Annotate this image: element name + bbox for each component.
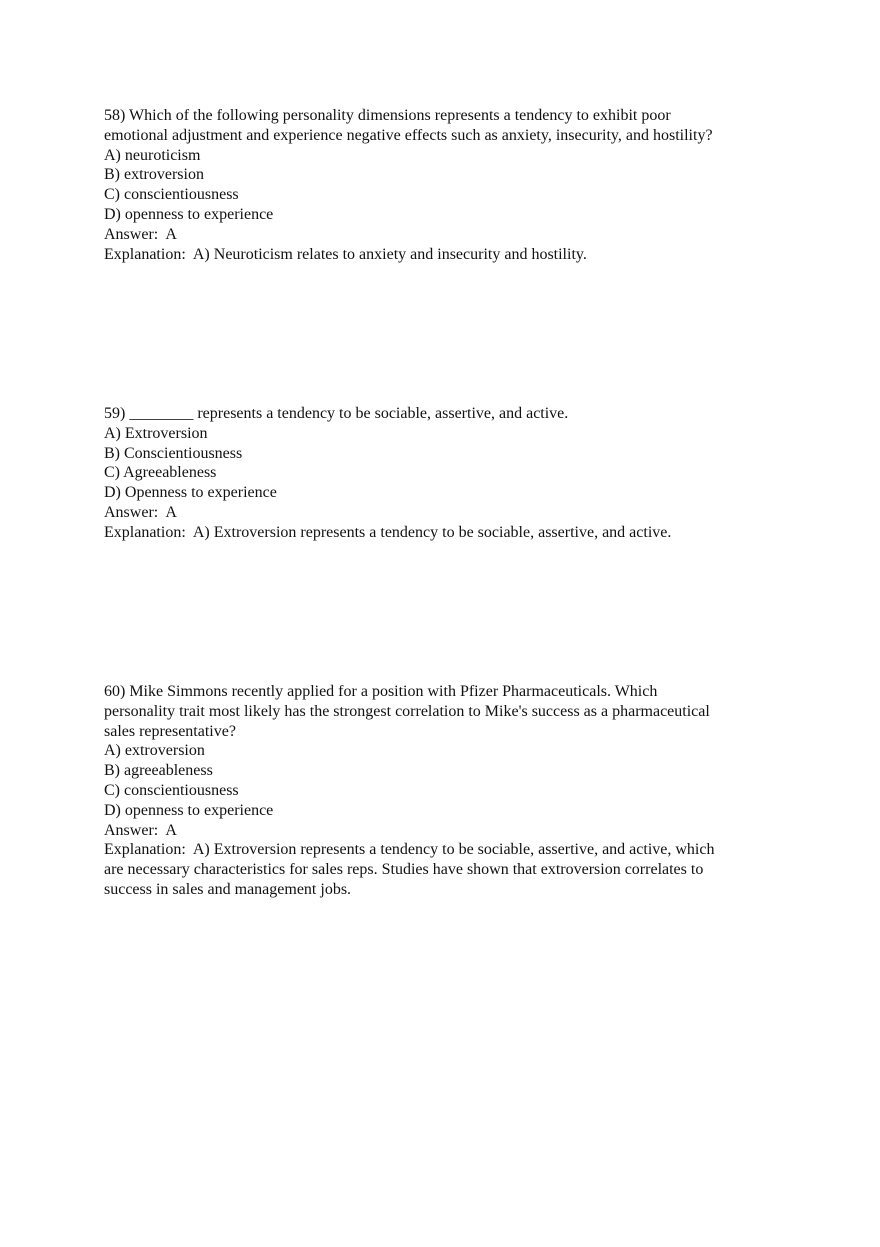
answer-option-d: D) openness to experience (104, 801, 274, 819)
answer-key: Answer: A (104, 503, 177, 521)
answer-option-a: A) neuroticism (104, 146, 201, 164)
question-stem-line: 59) ________ represents a tendency to be sociable, assertive, and active. (104, 405, 569, 422)
question-stem-line: emotional adjustment and experience negative effects such as anxiety, insecurity, and hostility? (104, 126, 713, 144)
explanation-line: are necessary characteristics for sales reps. Studies have shown that extroversion correlates to (104, 861, 704, 879)
question-stem-line: personality trait most likely has the strongest correlation to Mike's success as a pharmaceutical (104, 702, 710, 720)
explanation-line: success in sales and management jobs. (104, 880, 352, 898)
answer-option-d: D) Openness to experience (104, 484, 277, 502)
question-60 (104, 682, 784, 900)
explanation-line: Explanation: A) Neuroticism relates to anxiety and insecurity and hostility. (104, 245, 587, 263)
answer-option-a: A) extroversion (104, 742, 205, 760)
answer-option-c: C) conscientiousness (104, 781, 239, 799)
answer-option-b: B) Conscientiousness (104, 444, 243, 462)
question-59 (104, 404, 784, 543)
answer-option-b: B) extroversion (104, 166, 204, 184)
explanation-line: Explanation: A) Extroversion represents a tendency to be sociable, assertive, and active, which (104, 841, 715, 859)
answer-option-c: C) conscientiousness (104, 186, 239, 204)
explanation-line: Explanation: A) Extroversion represents a tendency to be sociable, assertive, and active. (104, 523, 672, 541)
question-stem-line: 58) Which of the following personality dimensions represents a tendency to exhibit poor (104, 107, 671, 124)
question-58 (104, 106, 784, 264)
answer-option-d: D) openness to experience (104, 205, 274, 223)
answer-option-c: C) Agreeableness (104, 464, 217, 482)
answer-key: Answer: A (104, 225, 177, 243)
question-stem-line: 60) Mike Simmons recently applied for a position with Pfizer Pharmaceuticals. Which (104, 683, 658, 700)
answer-option-a: A) Extroversion (104, 424, 208, 442)
answer-key: Answer: A (104, 821, 177, 839)
answer-option-b: B) agreeableness (104, 762, 213, 780)
question-stem-line: sales representative? (104, 722, 236, 740)
